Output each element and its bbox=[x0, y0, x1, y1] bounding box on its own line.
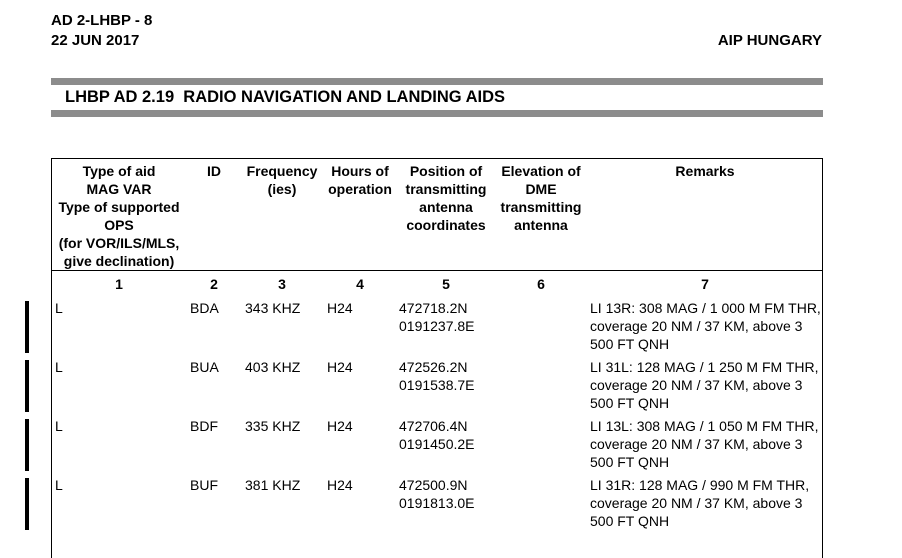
table-cell-frequency: 335 KHZ bbox=[245, 418, 301, 434]
column-number: 5 bbox=[442, 276, 450, 292]
table-cell-remarks: LI 13R: 308 MAG / 1 000 M FM THR, coverage 20 NM / 37 KM, above 3 500 FT QNH bbox=[590, 300, 821, 352]
publication-name: AIP HUNGARY bbox=[717, 32, 822, 49]
header-hours: Hours of operation bbox=[328, 163, 392, 197]
table-cell-hours: H24 bbox=[327, 300, 353, 316]
table-cell-frequency: 381 KHZ bbox=[245, 477, 301, 493]
column-number: 1 bbox=[115, 276, 123, 292]
table-cell-frequency: 343 KHZ bbox=[245, 300, 301, 316]
column-number: 7 bbox=[701, 276, 709, 292]
table-cell-id: BUF bbox=[190, 477, 218, 493]
table-cell-remarks: LI 13L: 308 MAG / 1 050 M FM THR, coverage 20 NM / 37 KM, above 3 500 FT QNH bbox=[590, 418, 819, 470]
section-title: LHBP AD 2.19 RADIO NAVIGATION AND LANDING AIDS bbox=[65, 88, 506, 106]
header-elevation: Elevation of DME transmitting antenna bbox=[500, 163, 582, 233]
table-cell-position: 472718.2N 0191237.8E bbox=[399, 300, 475, 334]
table-cell-id: BDF bbox=[190, 418, 218, 434]
column-number: 4 bbox=[356, 276, 364, 292]
table-cell-type: L bbox=[55, 477, 63, 493]
title-rule-top bbox=[51, 78, 823, 85]
table-cell-position: 472706.4N 0191450.2E bbox=[399, 418, 475, 452]
table-cell-id: BDA bbox=[190, 300, 219, 316]
page-reference: AD 2-LHBP - 8 bbox=[51, 12, 153, 29]
header-id: ID bbox=[207, 163, 221, 179]
header-frequency: Frequency (ies) bbox=[246, 163, 318, 197]
column-number: 6 bbox=[537, 276, 545, 292]
table-cell-id: BUA bbox=[190, 359, 219, 375]
table-cell-hours: H24 bbox=[327, 418, 353, 434]
column-number: 3 bbox=[278, 276, 286, 292]
table-cell-type: L bbox=[55, 359, 63, 375]
title-rule-bottom bbox=[51, 110, 823, 117]
publication-date: 22 JUN 2017 bbox=[51, 32, 140, 49]
header-left bbox=[51, 11, 152, 51]
table-cell-hours: H24 bbox=[327, 477, 353, 493]
table-cell-position: 472500.9N 0191813.0E bbox=[399, 477, 475, 511]
header-remarks: Remarks bbox=[675, 163, 735, 179]
table-cell-type: L bbox=[55, 418, 63, 434]
table-cell-type: L bbox=[55, 300, 63, 316]
change-bar bbox=[25, 478, 29, 530]
column-number: 2 bbox=[210, 276, 218, 292]
header-type-of-aid: Type of aid MAG VAR Type of supported OPS (for VOR/ILS/MLS, give declination) bbox=[58, 163, 180, 269]
table-cell-remarks: LI 31L: 128 MAG / 1 250 M FM THR, coverage 20 NM / 37 KM, above 3 500 FT QNH bbox=[590, 359, 819, 411]
table-cell-frequency: 403 KHZ bbox=[245, 359, 301, 375]
change-bar bbox=[25, 301, 29, 353]
header-position: Position of transmitting antenna coordinates bbox=[405, 163, 487, 233]
table-cell-hours: H24 bbox=[327, 359, 353, 375]
change-bar bbox=[25, 360, 29, 412]
change-bar bbox=[25, 419, 29, 471]
table-cell-position: 472526.2N 0191538.7E bbox=[399, 359, 475, 393]
table-header-rule bbox=[51, 270, 823, 271]
table-cell-remarks: LI 31R: 128 MAG / 990 M FM THR, coverage 20 NM / 37 KM, above 3 500 FT QNH bbox=[590, 477, 810, 529]
